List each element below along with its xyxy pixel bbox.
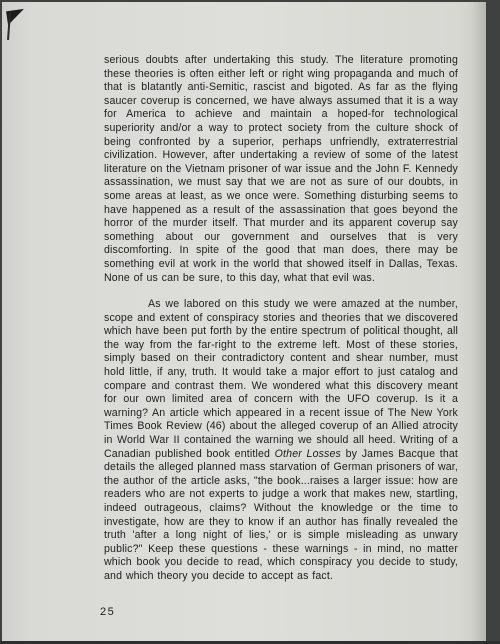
- book-title: Other Losses: [274, 447, 341, 460]
- paragraph-2-continued: by James Bacque that details the alleged planned mass starvation of German prisoners of war, the author of the article asks, "the book...raises a larger issue: how are readers who are not experts to judge a work that makes new, startling, indeed outrageous, claims? Without the knowledge or the time to investigate, how are they to know if an author has finally revealed the truth 'after a long night of lies,' or is simple misleading as unwary public?" Keep these questions - these warnings - in mind, no matter which book you decide to read, which conspiracy you decide to study, and which theory you decide to accept as fact.: [104, 447, 459, 582]
- body-text: [104, 54, 458, 584]
- page-edge-shadow: [472, 2, 486, 642]
- paragraph-1: serious doubts after undertaking this study. The literature promoting these theories is often either left or right wing propaganda and much of that is blatantly anti-Semitic, rascist and bigoted. As far as the flying saucer coverup is concerned, we have always assumed that it is a way for America to achieve and maintain a hoped-for technological superiority and/or a way to protect society from the culture shock of being confronted by a superior, perhaps unfriendly, extraterrestrial civilization. However, after undertaking a review of some of the latest literature on the Vietnam prisoner of war issue and the John F. Kennedy assassination, we must say that we are not as sure of our doubts, in some areas at least, as we once were. Something disturbing seems to have happened as a result of the assassination that goes beyond the horror of the murder itself. That murder and its apparent coverup say something about our government and ourselves that is very discomforting. In spite of the good that man does, there may be something evil at work in the world that showed itself in Dallas, Texas. None of us can be sure, to this day, what that evil was.: [104, 54, 458, 284]
- paragraph-2-text: As we labored on this study we were amazed at the number, scope and extent of conspiracy stories and theories that we discovered which have been put forth by the entire spectrum of political thought, all the way from the far-right to the extreme left. Most of these stories, simply based on their contradictory content and shear number, must hold little, if any, truth. It would take a major effort to just catalog and compare and contrast them. We wondered what this discovery meant for our own limited area of concern with the UFO coverup. Is it a warning? An article which appeared in a recent issue of The New York Times Book Review (46) about the alleged coverup of an Allied atrocity in World War II contained the warning we should all heed. Writing of a Canadian published book entitled: [104, 298, 458, 460]
- page-number: 25: [100, 606, 116, 618]
- document-page: [2, 2, 486, 642]
- paragraph-2: [104, 298, 458, 583]
